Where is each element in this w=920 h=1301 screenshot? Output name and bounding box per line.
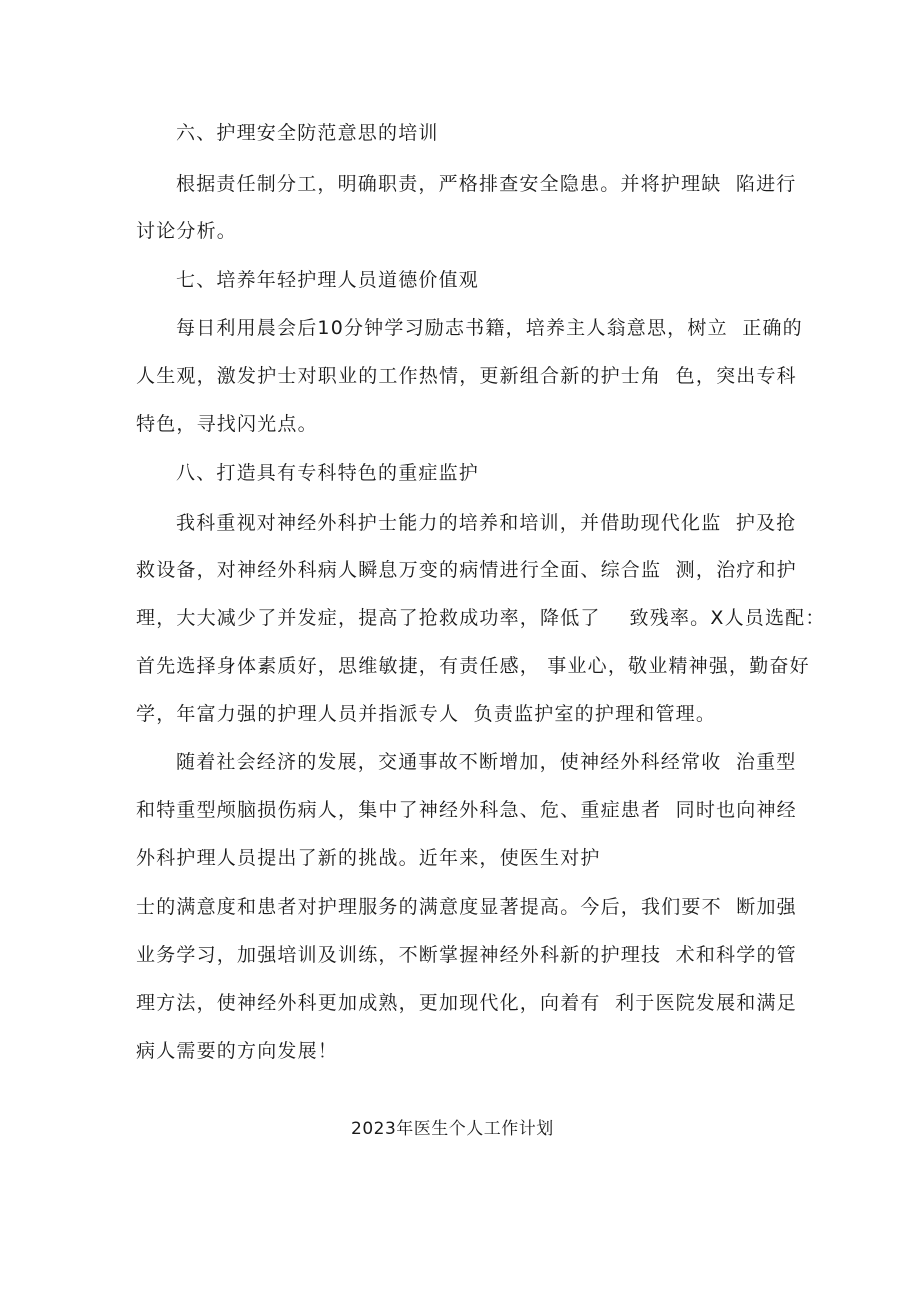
section-8-heading: 八、打造具有专科特色的重症监护: [176, 462, 480, 484]
paragraph-line: 士的满意度和患者对护理服务的满意度显著提高。今后，我们要不 断加强: [136, 896, 797, 918]
paragraph-line: 人生观，激发护士对职业的工作热情，更新组合新的护士角 色，突出专科: [136, 365, 797, 387]
paragraph-line: 和特重型颅脑损伤病人，集中了神经外科急、危、重症患者 同时也向神经: [136, 799, 797, 821]
section-7-heading: 七、培养年轻护理人员道德价值观: [176, 269, 480, 291]
paragraph-line: 业务学习，加强培训及训练，不断掌握神经外科新的护理技 术和科学的管: [136, 944, 797, 966]
paragraph-line: 我科重视对神经外科护士能力的培养和培训，并借助现代化监 护及抢: [176, 512, 797, 534]
paragraph-line: 学，年富力强的护理人员并指派专人 负责监护室的护理和管理。: [136, 703, 717, 725]
paragraph-line: 外科护理人员提出了新的挑战。近年来，使医生对护: [136, 847, 601, 869]
section-6-heading: 六、护理安全防范意思的培训: [176, 122, 439, 144]
paragraph-line: 救设备，对神经外科病人瞬息万变的病情进行全面、综合监 测，治疗和护: [136, 559, 797, 581]
paragraph-line: 随着社会经济的发展，交通事故不断增加，使神经外科经常收 治重型: [176, 751, 797, 773]
paragraph-line: 特色，寻找闪光点。: [136, 413, 318, 435]
document-title: 2023年医生个人工作计划: [351, 1119, 554, 1139]
paragraph-line: 讨论分析。: [136, 220, 238, 242]
paragraph-line: 理，大大减少了并发症，提高了抢救成功率，降低了 致残率。X人员选配：: [136, 607, 826, 629]
paragraph-line: 首先选择身体素质好，思维敏捷，有责任感， 事业心，敬业精神强，勤奋好: [136, 655, 810, 677]
paragraph-line: 根据责任制分工，明确职责，严格排查安全隐患。并将护理缺 陷进行: [176, 173, 797, 195]
paragraph-line: 每日利用晨会后10分钟学习励志书籍，培养主人翁意思，树立 正确的: [176, 317, 803, 339]
paragraph-line: 理方法，使神经外科更加成熟，更加现代化，向着有 利于医院发展和满足: [136, 992, 797, 1014]
paragraph-line: 病人需要的方向发展！: [136, 1040, 339, 1062]
